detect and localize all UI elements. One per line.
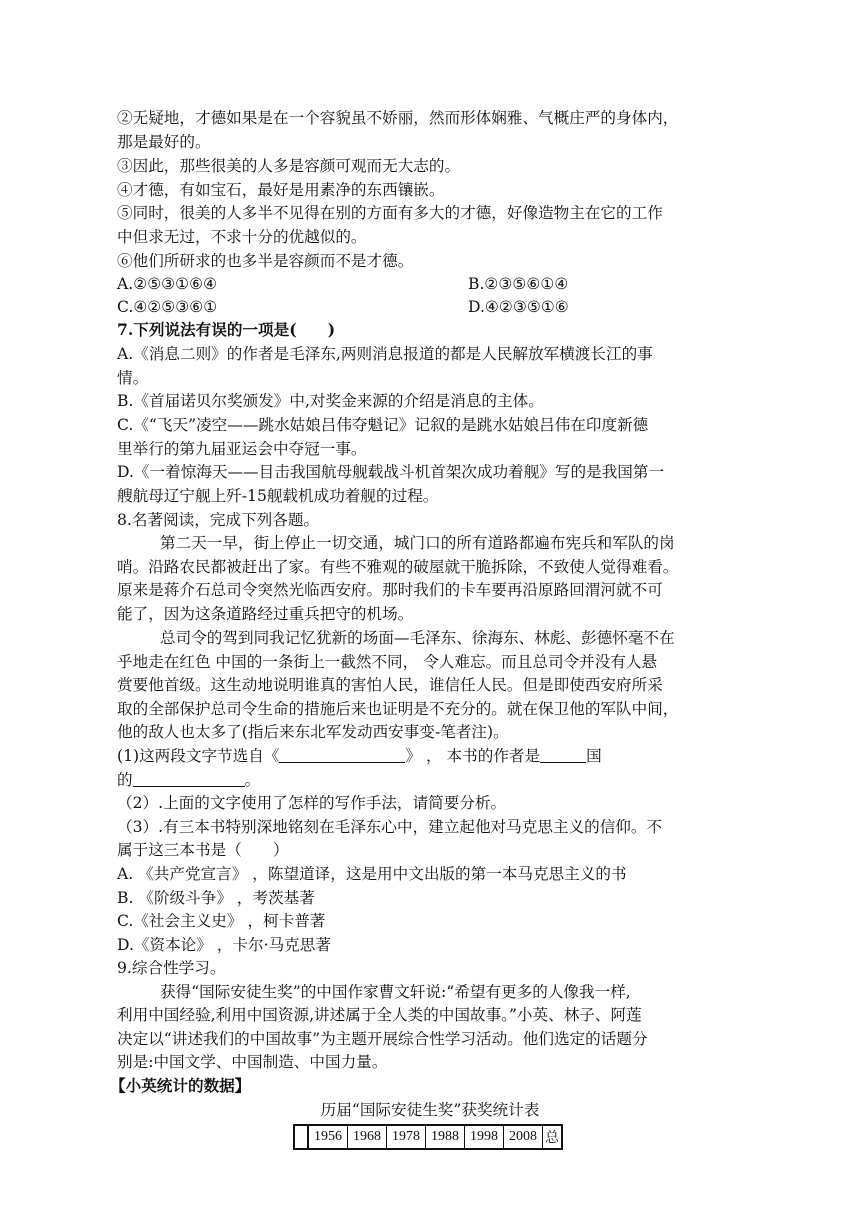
q8-passage-line: 原来是蒋介石总司令突然光临西安府。那时我们的卡车要再沿原路回渭河就不可 <box>117 581 663 599</box>
q8-sub3: （3）.有三本书特别深地铭刻在毛泽东心中，建立起他对马克思主义的信仰。不 <box>117 818 663 836</box>
table-cell: 1998 <box>465 1125 504 1149</box>
q8-sub1-text-d: 的 <box>117 771 133 789</box>
table-cell: 2008 <box>504 1125 543 1149</box>
q8-sub3-option-b: B. 《阶级斗争》 ，考茨基著 <box>117 889 315 907</box>
q9-stem: 9.综合性学习。 <box>117 959 226 977</box>
q8-passage-line: 第二天一早，街上停止一切交通，城门口的所有道路都遍布宪兵和军队的岗 <box>160 534 675 552</box>
q8-sub3-cont: 属于这三本书是（ ） <box>117 841 289 859</box>
q6-option-c: C.④②⑤③⑥① <box>117 298 218 316</box>
q6-option-d: D.④②③⑤①⑥ <box>468 298 569 316</box>
table-cell: 1978 <box>387 1125 426 1149</box>
q8-sub3-option-c: C.《社会主义史》 ，柯卡普著 <box>117 912 326 930</box>
q9-para-line: 利用中国经验,利用中国资源,讲述属于全人类的中国故事。”小英、林子、阿莲 <box>117 1006 642 1024</box>
q6-option-b: B.②③⑤⑥①④ <box>468 275 569 293</box>
q7-option-b: B.《首届诺贝尔奖颁发》中,对奖金来源的介绍是消息的主体。 <box>117 392 544 410</box>
q8-passage-line: 哨。沿路农民都被赶出了家。有些不雅观的破屋就干脆拆除，不致使人觉得难看。 <box>117 558 679 576</box>
q8-passage2-line: 赏要他首级。这生动地说明谁真的害怕人民，谁信任人民。但是即使西安府所采 <box>117 676 663 694</box>
q9-section-heading: 【小英统计的数据】 <box>110 1076 251 1095</box>
q6-option-a: A.②⑤③①⑥④ <box>117 275 218 293</box>
q7-option-c-line2: 里举行的第九届亚运会中夺冠一事。 <box>117 440 367 458</box>
q9-para-line: 别是:中国文学、中国制造、中国力量。 <box>117 1053 388 1071</box>
author-name-blank[interactable] <box>133 770 245 787</box>
q8-sub1-cont <box>117 770 260 790</box>
table-cell <box>294 1125 308 1149</box>
table-title: 历届“国际安徒生奖”获奖统计表 <box>320 1101 540 1119</box>
table-cell: 1956 <box>308 1125 348 1149</box>
q7-option-a-line1: A.《消息二则》的作者是毛泽东,两则消息报道的都是人民解放军横渡长江的事 <box>117 345 653 363</box>
book-title-blank[interactable] <box>279 746 405 763</box>
q8-passage2-line: 乎地走在红色 中国的一条街上一截然不同， 令人难忘。而且总司令并没有人悬 <box>117 653 658 671</box>
q8-sub1-text-a: (1)这两段文字节选自《 <box>117 747 280 765</box>
q8-passage2-line: 取的全部保护总司令生命的措施后来也证明是不充分的。就在保卫他的军队中间， <box>117 700 679 718</box>
q8-sub1-text-b: 》 ， 本书的作者是 <box>405 747 541 765</box>
author-country-blank[interactable] <box>540 746 586 763</box>
q8-passage2-line: 总司令的驾到同我记忆犹新的场面—毛泽东、徐海东、林彪、彭德怀毫不在 <box>160 629 675 647</box>
q6-item-5-line1: ⑤同时，很美的人多半不见得在别的方面有多大的才德，好像造物主在它的工作 <box>117 204 663 222</box>
q8-sub1 <box>117 746 602 766</box>
q6-item-2-line2: 那是最好的。 <box>117 133 211 151</box>
q8-sub1-text-e: 。 <box>244 771 261 789</box>
award-stats-table <box>293 1124 563 1150</box>
q6-item-3: ③因此，那些很美的人多是容颜可观而无大志的。 <box>117 157 461 175</box>
q8-stem: 8.名著阅读，完成下列各题。 <box>117 511 320 529</box>
q7-option-c-line1: C.《“飞天”凌空——跳水姑娘吕伟夺魁记》记叙的是跳水姑娘吕伟在印度新德 <box>117 416 649 434</box>
q8-passage2-line: 他的敌人也太多了(指后来东北军发动西安事变-笔者注)。 <box>117 723 509 741</box>
table-cell: 总 <box>543 1125 563 1149</box>
q7-option-d-line2: 艘航母辽宁舰上歼-15舰载机成功着舰的过程。 <box>117 487 439 505</box>
table-row <box>294 1125 562 1149</box>
q8-sub3-option-d: D.《资本论》 ，卡尔·马克思著 <box>117 936 331 954</box>
q6-item-4: ④才德，有如宝石，最好是用素净的东西镶嵌。 <box>117 181 445 199</box>
q7-stem: 7.下列说法有误的一项是( ) <box>117 320 336 339</box>
table-cell: 1968 <box>348 1125 387 1149</box>
q6-item-5-line2: 中但求无过，不求十分的优越似的。 <box>117 228 367 246</box>
q8-passage-line: 能了，因为这条道路经过重兵把守的机场。 <box>117 605 414 623</box>
q8-sub2: （2）.上面的文字使用了怎样的写作手法，请简要分析。 <box>117 794 507 812</box>
q9-para-line: 获得“国际安徒生奖”的中国作家曹文轩说:“希望有更多的人像我一样, <box>160 983 631 1001</box>
q6-item-6: ⑥他们所研求的也多半是容颜而不是才德。 <box>117 252 414 270</box>
q8-sub1-text-c: 国 <box>586 747 602 765</box>
q6-item-2-line1: ②无疑地，才德如果是在一个容貌虽不娇丽，然而形体娴雅、气概庄严的身体内， <box>117 109 679 127</box>
table-cell: 1988 <box>426 1125 465 1149</box>
q7-option-d-line1: D.《一着惊海天——目击我国航母舰载战斗机首架次成功着舰》写的是我国第一 <box>117 463 665 481</box>
q9-para-line: 决定以“讲述我们的中国故事”为主题开展综合性学习活动。他们选定的话题分 <box>117 1030 648 1048</box>
q8-sub3-option-a: A. 《共产党宣言》 ，陈望道译，这是用中文出版的第一本马克思主义的书 <box>117 865 627 883</box>
q7-option-a-line2: 情。 <box>117 369 149 387</box>
